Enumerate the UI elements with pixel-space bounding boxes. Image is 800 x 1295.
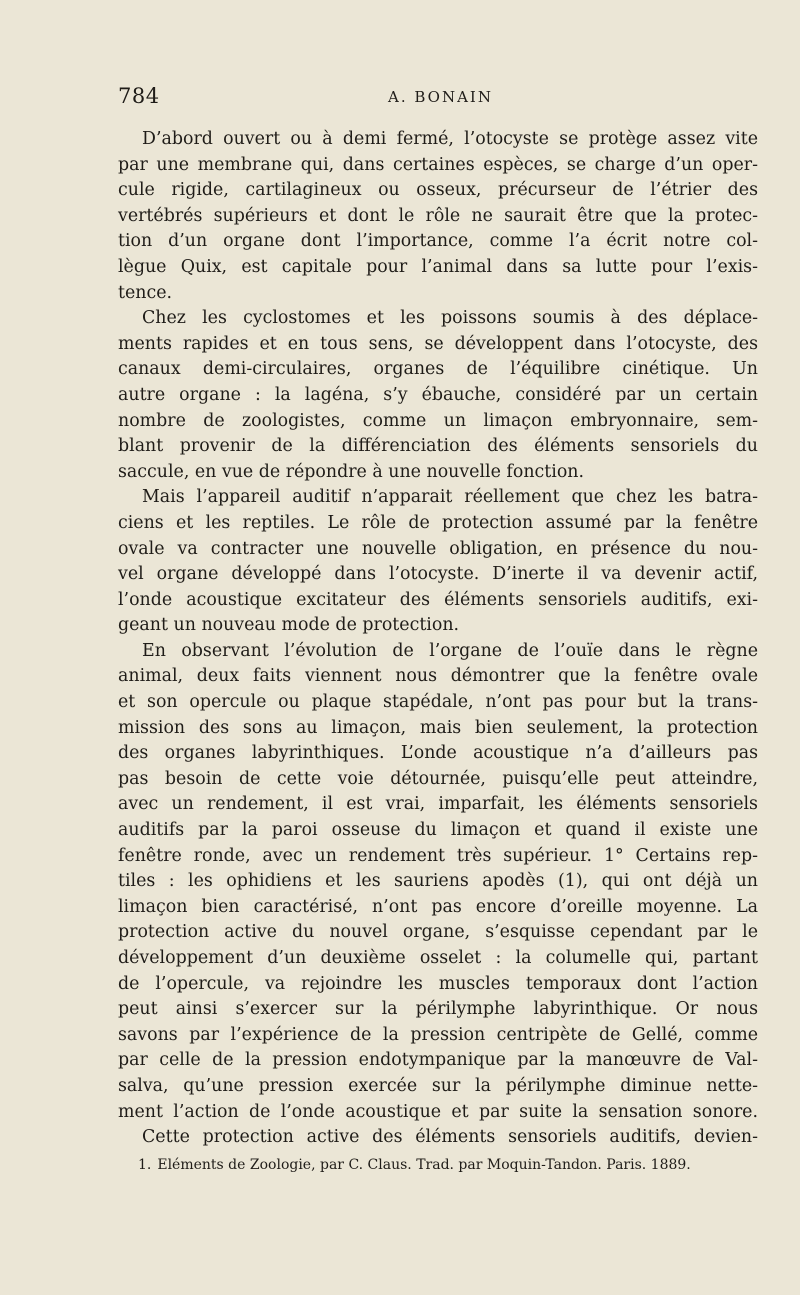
text-line: savons par l’expérience de la pression centripète de Gellé, comme [118,1024,758,1045]
text-line: ciens et les reptiles. Le rôle de protection assumé par la fenêtre [118,512,758,533]
page-header [118,84,758,114]
text-line: nombre de zoologistes, comme un limaçon embryonnaire, sem- [118,410,758,431]
text-line: peut ainsi s’exercer sur la périlymphe labyrinthique. Or nous [118,999,758,1020]
text-line: Chez les cyclostomes et les poissons soumis à des déplace- [142,308,758,329]
text-line: ments rapides et en tous sens, se développent dans l’otocyste, des [118,333,758,354]
text-line: Cette protection active des éléments sensoriels auditifs, devien- [142,1127,758,1148]
text-line: l’onde acoustique excitateur des éléments sensoriels auditifs, exi- [118,589,758,610]
text-line: fenêtre ronde, avec un rendement très supérieur. 1° Certains rep- [118,845,758,866]
text-line: tence. [118,282,173,303]
body-text [118,127,758,1151]
text-line: En observant l’évolution de l’organe de l’ouïe dans le règne [142,640,758,661]
text-line: protection active du nouvel organe, s’esquisse cependant par le [118,922,758,943]
text-line: tion d’un organe dont l’importance, comme l’a écrit notre col- [118,231,758,252]
text-line: geant un nouveau mode de protection. [118,615,460,636]
footnote-text: Eléments de Zoologie, par C. Claus. Trad. par Moquin-Tandon. Paris. 1889. [157,1157,691,1173]
text-line: de l’opercule, va rejoindre les muscles temporaux dont l’action [118,973,758,994]
text-line: limaçon bien caractérisé, n’ont pas encore d’oreille moyenne. La [118,896,758,917]
footnote [138,1155,758,1175]
text-line: saccule, en vue de répondre à une nouvelle fonction. [118,461,585,482]
text-line: ment l’action de l’onde acoustique et par suite la sensation sonore. [118,1101,758,1122]
text-line: blant provenir de la différenciation des éléments sensoriels du [118,436,758,457]
text-line: mission des sons au limaçon, mais bien seulement, la protection [118,717,758,738]
text-line: animal, deux faits viennent nous démontrer que la fenêtre ovale [118,666,758,687]
text-line: développement d’un deuxième osselet : la columelle qui, partant [118,948,758,968]
text-line: salva, qu’une pression exercée sur la périlymphe diminue nette- [118,1075,758,1096]
text-line: vertébrés supérieurs et dont le rôle ne saurait être que la protec- [118,205,758,226]
text-line: D’abord ouvert ou à demi fermé, l’otocyste se protège assez vite [142,129,758,149]
text-line: pas besoin de cette voie détournée, puisqu’elle peut atteindre, [118,768,758,789]
running-head: A. BONAIN [388,88,493,106]
text-line: par celle de la pression endotympanique par la manœuvre de Val- [118,1050,758,1071]
text-line: avec un rendement, il est vrai, imparfait, les éléments sensoriels [118,794,758,815]
text-line: cule rigide, cartilagineux ou osseux, précurseur de l’étrier des [118,180,758,201]
text-line: autre organe : la lagéna, s’y ébauche, considéré par un certain [118,384,758,405]
text-line: lègue Quix, est capitale pour l’animal dans sa lutte pour l’exis- [118,256,758,277]
text-line: auditifs par la paroi osseuse du limaçon et quand il existe une [118,820,758,841]
footnote-number: 1. [138,1157,152,1173]
text-line: des organes labyrinthiques. L’onde acoustique n’a d’ailleurs pas [118,743,758,764]
text-line: par une membrane qui, dans certaines espèces, se charge d’un oper- [118,154,758,175]
text-line: canaux demi-circulaires, organes de l’équilibre cinétique. Un [118,359,758,380]
text-line: tiles : les ophidiens et les sauriens apodès (1), qui ont déjà un [118,871,758,892]
text-line: Mais l’appareil auditif n’apparait réellement que chez les batra- [142,487,758,508]
text-line: vel organe développé dans l’otocyste. D’inerte il va devenir actif, [118,564,758,585]
text-line: et son opercule ou plaque stapédale, n’ont pas pour but la trans- [118,692,758,713]
text-line: ovale va contracter une nouvelle obligation, en présence du nou- [118,538,758,559]
page-number: 784 [118,84,160,108]
